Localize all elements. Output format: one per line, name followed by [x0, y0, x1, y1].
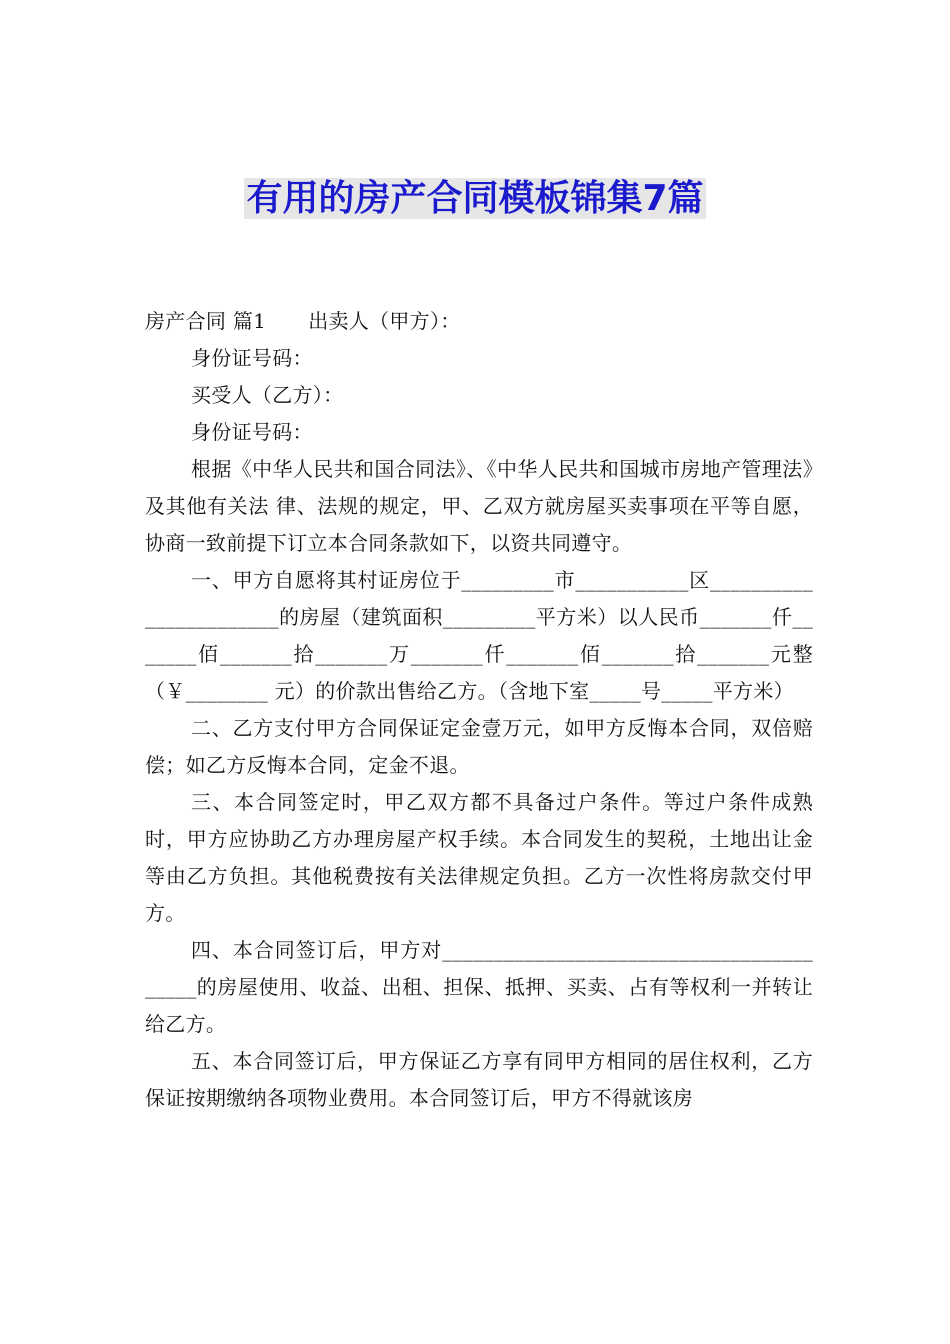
paragraph-clause-2: 二、乙方支付甲方合同保证定金壹万元，如甲方反悔本合同，双倍赔偿；如乙方反悔本合同，定金不退。	[145, 716, 813, 777]
buyer-label: 买受人（乙方）：	[191, 383, 344, 407]
paragraph-preamble: 根据《中华人民共和国合同法》、《中华人民共和国城市房地产管理法》及其他有关法 律、法规的规定，甲、乙双方就房屋买卖事项在平等自愿，协商一致前提下订立本合同条款如下，以资共同遵守。	[145, 457, 813, 555]
document-title-text: 有用的房产合同模板锦集7篇	[246, 178, 704, 219]
paragraph-clause-5: 五、本合同签订后，甲方保证乙方享有同甲方相同的居住权利，乙方保证按期缴纳各项物业费用。本合同签订后，甲方不得就该房	[145, 1049, 813, 1110]
buyer-id-label: 身份证号码：	[191, 420, 313, 444]
seller-label: 出卖人（甲方）：	[308, 309, 461, 333]
paragraph-clause-3: 三、本合同签定时，甲乙双方都不具备过户条件。等过户条件成熟时，甲方应协助乙方办理房屋产权手续。本合同发生的契税，土地出让金等由乙方负担。其他税费按有关法律规定负担。乙方一次性将房款交付甲方。	[145, 790, 813, 925]
first-line	[145, 303, 813, 340]
section-heading: 房产合同 篇1	[145, 309, 267, 333]
paragraph-clause-1: 一、甲方自愿将其村证房位于_________市___________区_______________________的房屋（建筑面积_________平方米）以人民币_______仟_______佰_______拾_______万_______仟_______佰_______拾_______元整（￥________ 元）的价款出售给乙方。（含地下室_____号_____平方米）	[145, 568, 813, 703]
seller-id-label: 身份证号码：	[191, 346, 313, 370]
paragraph-clause-4: 四、本合同签订后，甲方对_________________________________________的房屋使用、收益、出租、担保、抵押、买卖、占有等权利一并转让给乙方。	[145, 938, 813, 1036]
document-title	[0, 176, 950, 222]
document-body	[145, 303, 813, 1117]
